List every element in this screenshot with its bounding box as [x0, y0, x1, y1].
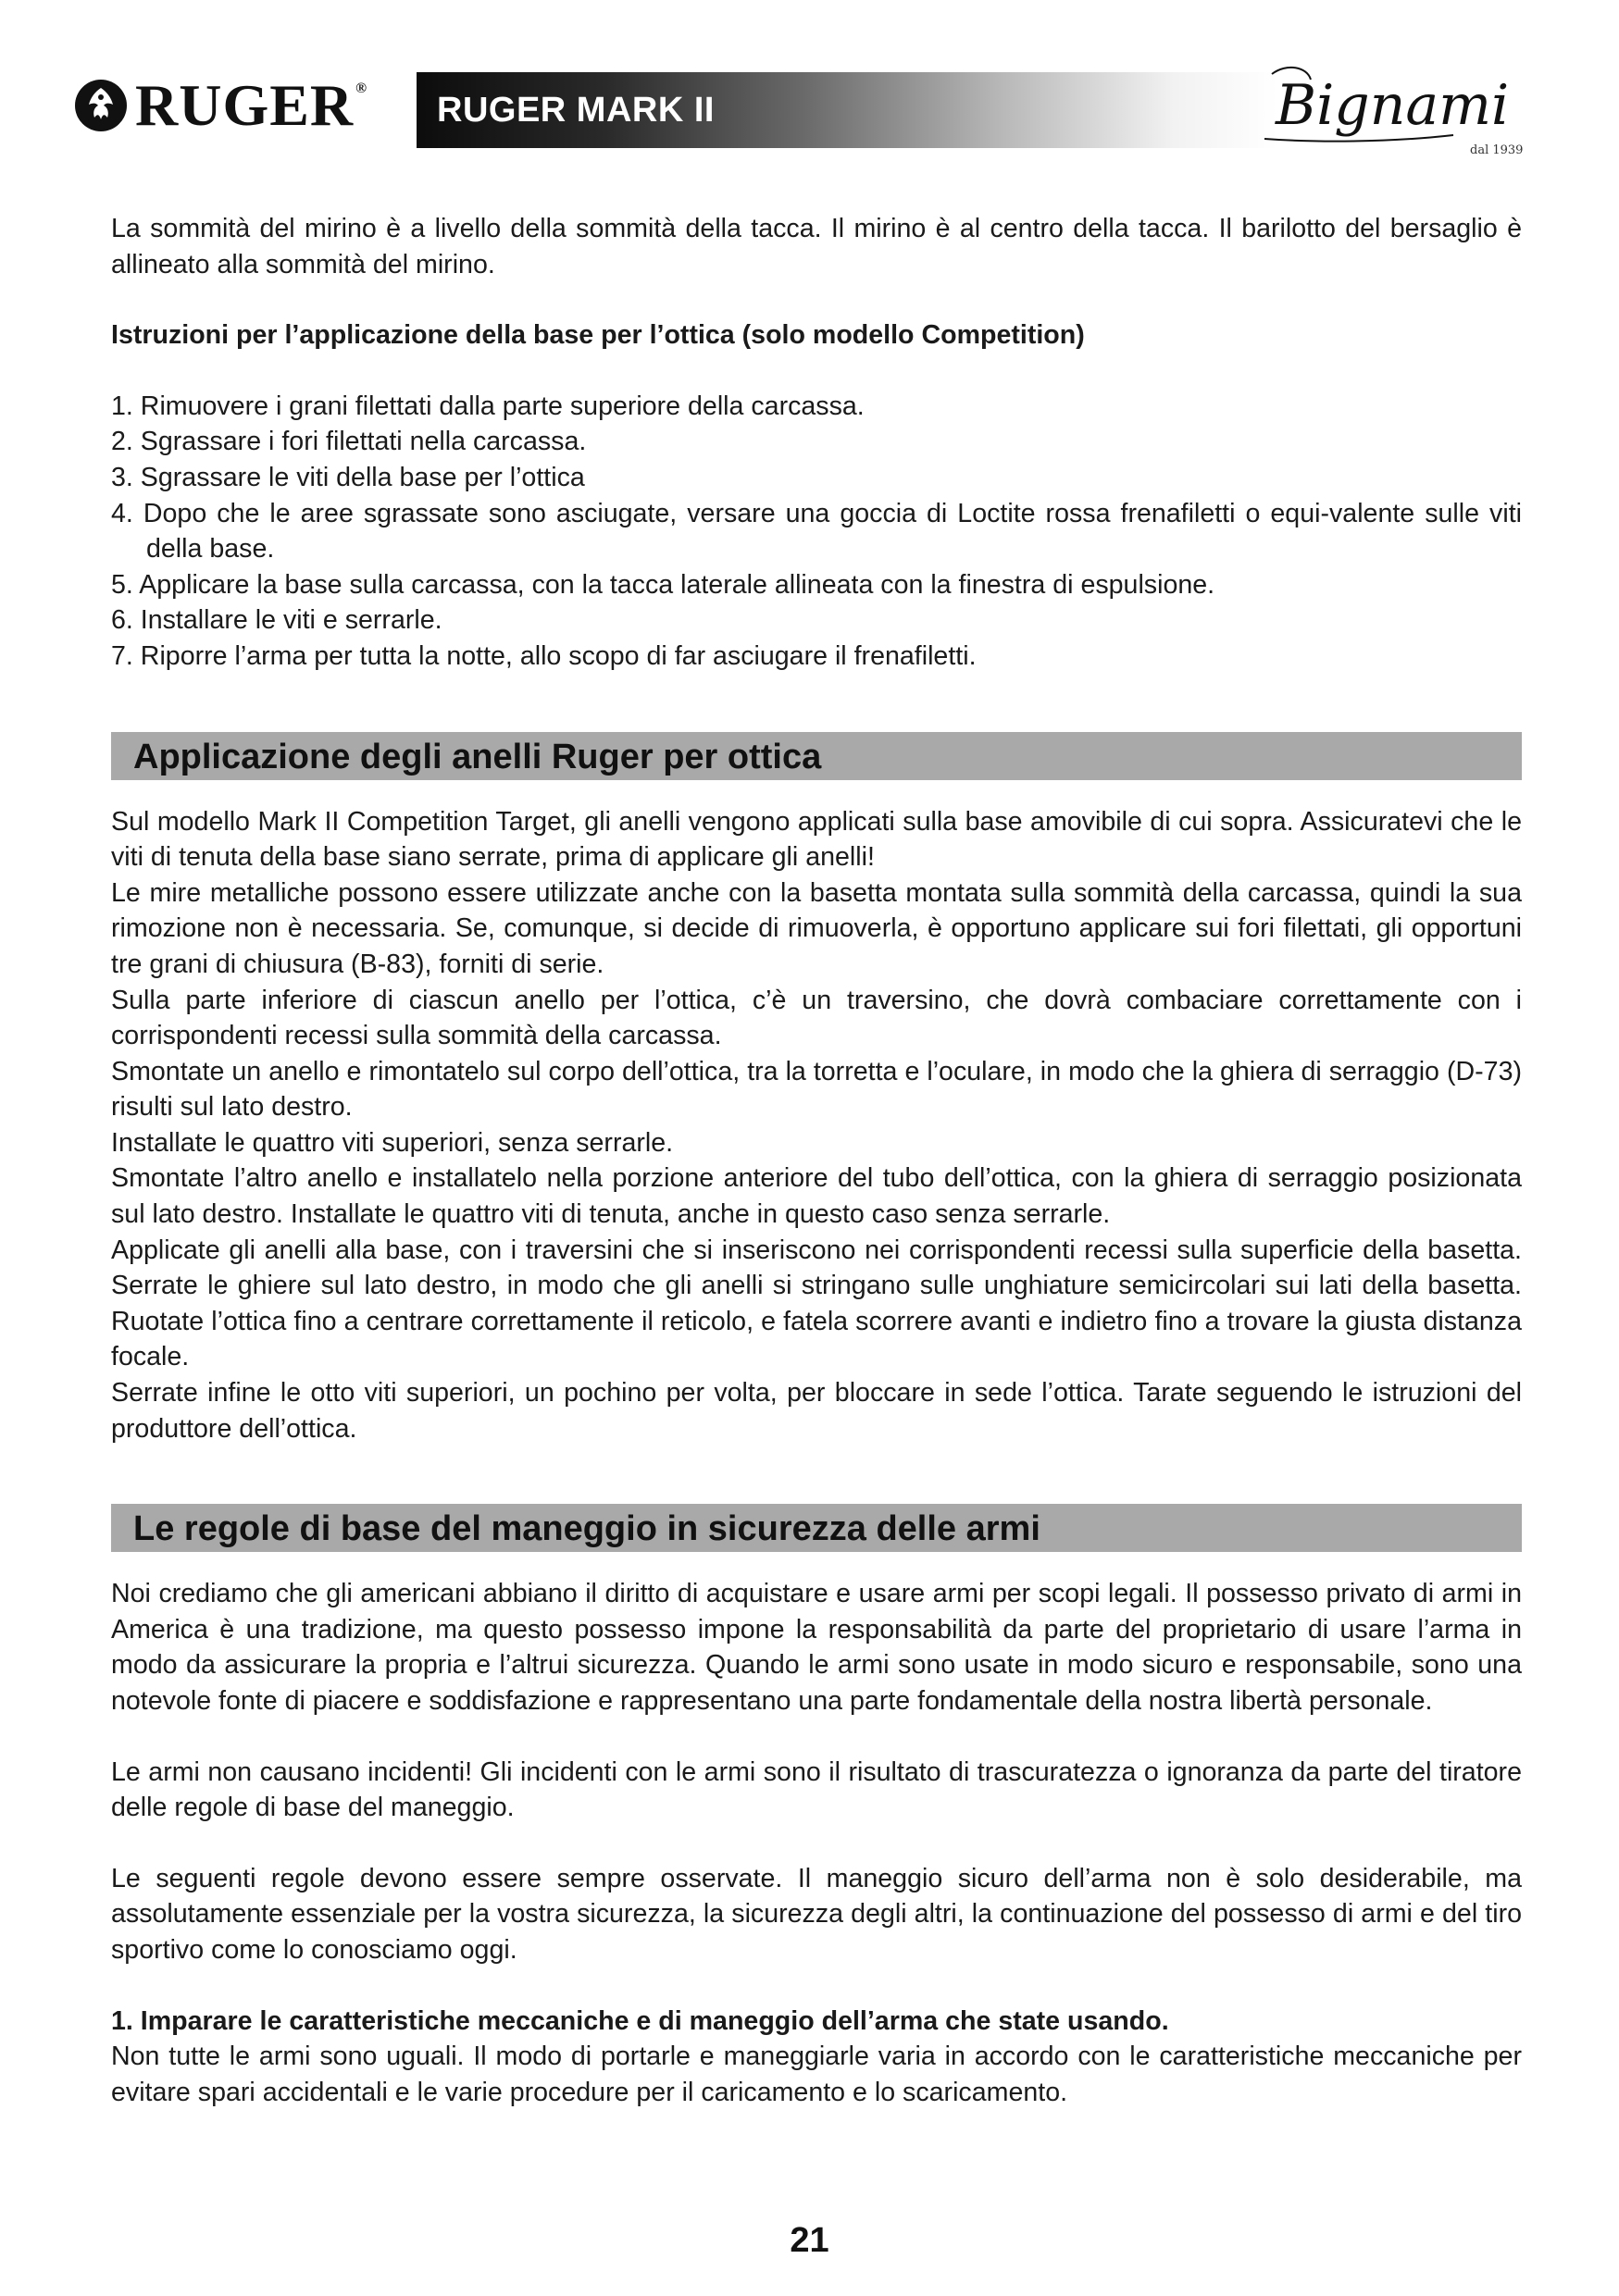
bignami-tagline: dal 1939 [1470, 143, 1524, 157]
section-paragraph: Le mire metalliche possono essere utilizzate anche con la basetta montata sulla sommità della carcassa, quindi la sua rimozione non è necessaria. Se, comunque, si decide di rimuoverla, è opportuno applicare sui fori filettati, gli opportuni tre grani di chiusura (B-83), forniti di serie. [111, 877, 1522, 979]
section-paragraph: Serrate infine le otto viti superiori, un pochino per volta, per bloccare in sede l’ottica. Tarate seguendo le istruzioni del produttore dell’ottica. [111, 1378, 1522, 1444]
list-item: 5. Applicare la base sulla carcassa, con la tacca laterale allineata con la finestra di espulsione. [111, 569, 1215, 600]
list-item: 6. Installare le viti e serrarle. [111, 605, 442, 636]
section-paragraph: Sul modello Mark II Competition Target, gli anelli vengono applicati sulla base amovibile di cui sopra. Assicuratevi che le viti di tenuta della base siano serrate, prima di applicare gli anelli! [111, 806, 1522, 873]
section-heading-bar [111, 732, 1522, 780]
section-paragraph: Sulla parte inferiore di ciascun anello per l’ottica, c’è un traversino, che dovrà combaciare correttamente con i corrispondenti recessi sulla sommità della carcassa. [111, 985, 1522, 1051]
page-header [0, 0, 1619, 185]
list-item: 2. Sgrassare i fori filettati nella carcassa. [111, 427, 587, 457]
bignami-logo [1259, 54, 1537, 165]
bignami-wordmark: Bignami [1276, 73, 1510, 138]
section-title: Applicazione degli anelli Ruger per ottica [133, 737, 822, 776]
rule-heading: 1. Imparare le caratteristiche meccaniche e di maneggio dell’arma che state usando. [111, 2005, 1169, 2036]
section-paragraph: Le armi non causano incidenti! Gli incidenti con le armi sono il risultato di trascuratezza o ignoranza da parte del tiratore delle regole di base del maneggio. [111, 1756, 1522, 1823]
ruger-eagle-emblem-icon [72, 77, 130, 134]
section-paragraph: Smontate l’altro anello e installatelo nella porzione anteriore del tubo dell’ottica, con la ghiera di serraggio posizionata sul lato destro. Installate le quattro viti di tenuta, anche in questo caso senza serrarle. [111, 1163, 1522, 1230]
section-title: Le regole di base del maneggio in sicurezza delle armi [133, 1509, 1040, 1549]
section-paragraph: Installate le quattro viti superiori, senza serrarle. [111, 1127, 674, 1158]
rule-text: Non tutte le armi sono uguali. Il modo di portarle e maneggiarle varia in accordo con le caratteristiche meccaniche per evitare spari accidentali e le varie procedure per il caricamento e lo scaricamento. [111, 2042, 1522, 2107]
list-item: 3. Sgrassare le viti della base per l’ottica [111, 462, 585, 492]
ruger-logo [72, 72, 367, 139]
page-number: 21 [790, 2221, 829, 2260]
list-item: 7. Riporre l’arma per tutta la notte, allo scopo di far asciugare il frenafiletti. [111, 640, 977, 671]
section-paragraph: Smontate un anello e rimontatelo sul corpo dell’ottica, tra la torretta e l’oculare, in modo che la ghiera di serraggio (D-73) risulti sul lato destro. [111, 1056, 1522, 1123]
list-item: 4. Dopo che le aree sgrassate sono asciugate, versare una goccia di Loctite rossa frenafiletti o equi-valente sulle viti della base. [111, 498, 1522, 565]
ruger-wordmark: RUGER ® [135, 72, 368, 138]
list-item: 1. Rimuovere i grani filettati dalla parte superiore della carcassa. [111, 391, 865, 421]
intro-paragraph: La sommità del mirino è a livello della sommità della tacca. Il mirino è al centro della tacca. Il barilotto del bersaglio è allineato alla sommità del mirino. [111, 214, 1522, 279]
document-title: RUGER MARK II [437, 91, 715, 130]
section-heading-bar [111, 1504, 1522, 1552]
section-paragraph: Noi crediamo che gli americani abbiano il diritto di acquistare e usare armi per scopi legali. Il possesso privato di armi in America è una tradizione, ma questo possesso impone la responsabilità da parte del proprietario di usare l’arma in modo da assicurare la propria e l’altrui sicurezza. Quando le armi sono usate in modo sicuro e responsabile, sono una notevole fonte di piacere e soddisfazione e rappresentano una parte fondamentale della nostra libertà personale. [111, 1579, 1522, 1716]
page-content [111, 211, 1522, 2110]
instructions-heading: Istruzioni per l’applicazione della base per l’ottica (solo modello Competition) [111, 320, 1085, 351]
section-paragraph: Le seguenti regole devono essere sempre osservate. Il maneggio sicuro dell’arma non è solo desiderabile, ma assolutamente essenziale per la vostra sicurezza, la sicurezza degli altri, la continuazione del possesso di armi e del tiro sportivo come lo conosciamo oggi. [111, 1863, 1522, 1965]
section-paragraph: Applicate gli anelli alla base, con i traversini che si inseriscono nei corrispondenti recessi sulla superficie della basetta. Serrate le ghiere sul lato destro, in modo che gli anelli si stringano sulle unghiature semicircolari sui lati della basetta. Ruotate l’ottica fino a centrare correttamente il reticolo, e fatela scorrere avanti e indietro fino a trovare la giusta distanza focale. [111, 1235, 1522, 1372]
header-title-bar [417, 72, 1277, 148]
